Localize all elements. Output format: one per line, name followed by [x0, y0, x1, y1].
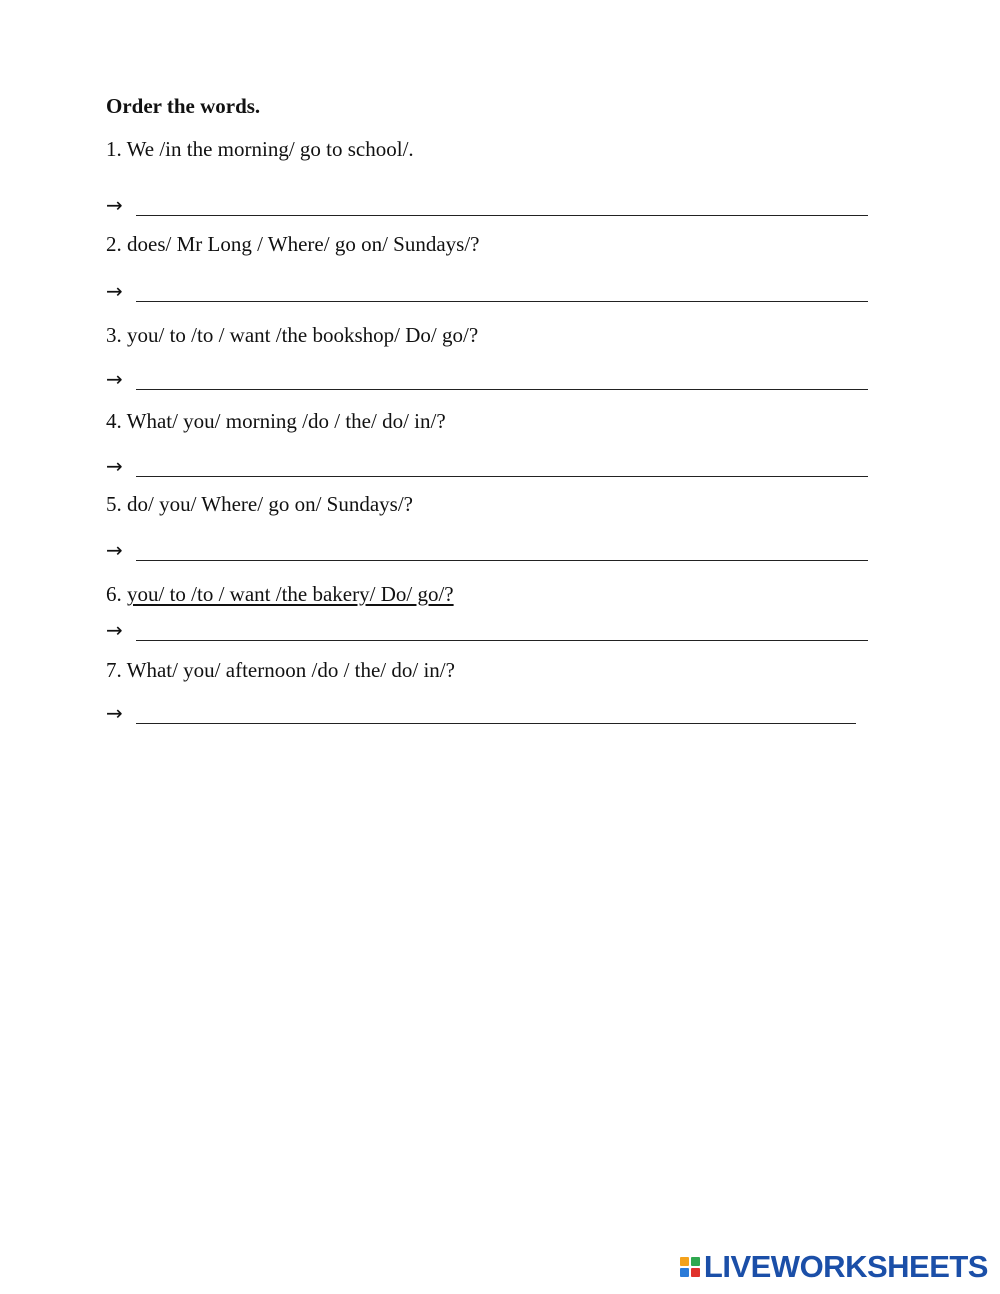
question-prompt — [106, 490, 876, 518]
answer-row — [106, 616, 876, 644]
question-text: What/ you/ afternoon /do / the/ do/ in/? — [126, 658, 455, 682]
logo-tile — [680, 1257, 689, 1266]
question-item — [106, 656, 876, 727]
question-prompt — [106, 407, 876, 435]
worksheet — [106, 92, 876, 727]
question-prompt — [106, 230, 876, 258]
answer-row — [106, 191, 876, 219]
answer-row — [106, 536, 876, 564]
question-text: does/ Mr Long / Where/ go on/ Sundays/? — [127, 232, 480, 256]
question-item — [106, 407, 876, 480]
worksheet-title: Order the words. — [106, 94, 261, 118]
question-text: We /in the morning/ go to school/. — [126, 137, 414, 161]
arrow-icon: → — [106, 701, 123, 725]
question-text: you/ to /to / want /the bakery/ Do/ go/? — [127, 582, 454, 606]
question-item — [106, 580, 876, 644]
question-prompt — [106, 656, 876, 684]
question-item — [106, 230, 876, 305]
logo-tile — [691, 1268, 700, 1277]
answer-field[interactable] — [136, 640, 868, 641]
brand-watermark — [680, 1251, 988, 1282]
logo-tile — [680, 1268, 689, 1277]
question-item — [106, 135, 876, 219]
question-text: do/ you/ Where/ go on/ Sundays/? — [127, 492, 413, 516]
answer-field[interactable] — [136, 723, 856, 724]
brand-name: LIVEWORKSHEETS — [703, 1249, 988, 1284]
question-item — [106, 490, 876, 564]
question-item — [106, 321, 876, 393]
question-number: 2. — [106, 232, 122, 256]
question-number: 1. — [106, 137, 122, 161]
answer-field[interactable] — [136, 476, 868, 477]
arrow-icon: → — [106, 279, 123, 303]
question-text: you/ to /to / want /the bookshop/ Do/ go/? — [127, 323, 479, 347]
answer-field[interactable] — [136, 560, 868, 561]
arrow-icon: → — [106, 538, 123, 562]
question-prompt — [106, 580, 876, 608]
arrow-icon: → — [106, 454, 123, 478]
question-prompt — [106, 135, 876, 163]
answer-field[interactable] — [136, 215, 868, 216]
answer-row — [106, 452, 876, 480]
answer-field[interactable] — [136, 301, 868, 302]
arrow-icon: → — [106, 618, 123, 642]
question-prompt — [106, 321, 876, 349]
question-number: 5. — [106, 492, 122, 516]
question-number: 4. — [106, 409, 122, 433]
question-number: 7. — [106, 658, 122, 682]
brand-logo-icon — [680, 1257, 700, 1277]
question-number: 6. — [106, 582, 122, 606]
question-text: What/ you/ morning /do / the/ do/ in/? — [126, 409, 446, 433]
answer-row — [106, 277, 876, 305]
arrow-icon: → — [106, 367, 123, 391]
question-number: 3. — [106, 323, 122, 347]
answer-row — [106, 699, 876, 727]
logo-tile — [691, 1257, 700, 1266]
answer-field[interactable] — [136, 389, 868, 390]
answer-row — [106, 365, 876, 393]
arrow-icon: → — [106, 193, 123, 217]
